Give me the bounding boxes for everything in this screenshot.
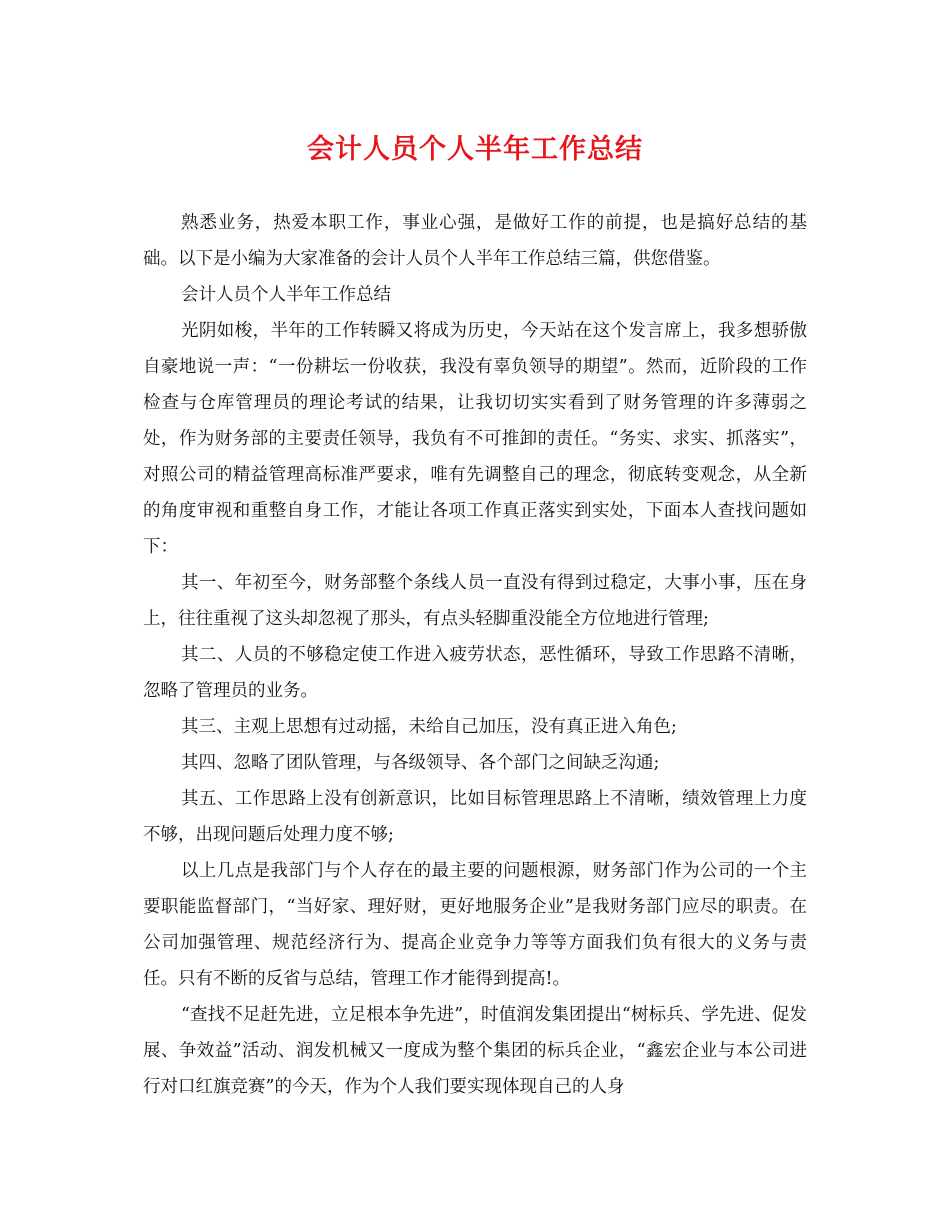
paragraph-intro: 熟悉业务，热爱本职工作，事业心强，是做好工作的前提，也是搞好总结的基础。以下是小编为大家准备的会计人员个人半年工作总结三篇，供您借鉴。: [143, 213, 807, 269]
paragraph-issue-2: 其二、人员的不够稳定使工作进入疲劳状态，恶性循环，导致工作思路不清晰，忽略了管理员的业务。: [143, 645, 807, 701]
paragraph-issue-3: 其三、主观上思想有过动摇，未给自己加压，没有真正进入角色;: [181, 717, 677, 737]
document-title: 会计人员个人半年工作总结: [307, 134, 643, 165]
paragraph-issue-5: 其五、工作思路上没有创新意识，比如目标管理思路上不清晰，绩效管理上力度不够，出现问题后处理力度不够;: [143, 789, 807, 845]
paragraph-closing: “查找不足赶先进，立足根本争先进”，时值润发集团提出“树标兵、学先进、促发展、争效益”活动、润发机械又一度成为整个集团的标兵企业，“鑫宏企业与本公司进行对口红旗竞赛”的今天，作为个人我们要实现体现自己的人身: [143, 1005, 807, 1097]
paragraph-subtitle: 会计人员个人半年工作总结: [181, 285, 391, 305]
paragraph-issue-4: 其四、忽略了团队管理，与各级领导、各个部门之间缺乏沟通;: [181, 753, 660, 773]
paragraph-summary: 以上几点是我部门与个人存在的最主要的问题根源，财务部门作为公司的一个主要职能监督部门，“当好家、理好财，更好地服务企业”是我财务部门应尽的职责。在公司加强管理、规范经济行为、提高企业竞争力等等方面我们负有很大的义务与责任。只有不断的反省与总结，管理工作才能得到提高!。: [143, 861, 807, 989]
document-body: [143, 205, 807, 1105]
paragraph-opening: 光阴如梭，半年的工作转瞬又将成为历史，今天站在这个发言席上，我多想骄傲自豪地说一声：“一份耕坛一份收获，我没有辜负领导的期望”。然而，近阶段的工作检查与仓库管理员的理论考试的结果，让我切切实实看到了财务管理的许多薄弱之处，作为财务部的主要责任领导，我负有不可推卸的责任。“务实、求实、抓落实”，对照公司的精益管理高标准严要求，唯有先调整自己的理念，彻底转变观念，从全新的角度审视和重整自身工作，才能让各项工作真正落实到实处，下面本人查找问题如下：: [143, 321, 807, 557]
paragraph-issue-1: 其一、年初至今，财务部整个条线人员一直没有得到过稳定，大事小事，压在身上，往往重视了这头却忽视了那头，有点头轻脚重没能全方位地进行管理;: [143, 573, 807, 629]
